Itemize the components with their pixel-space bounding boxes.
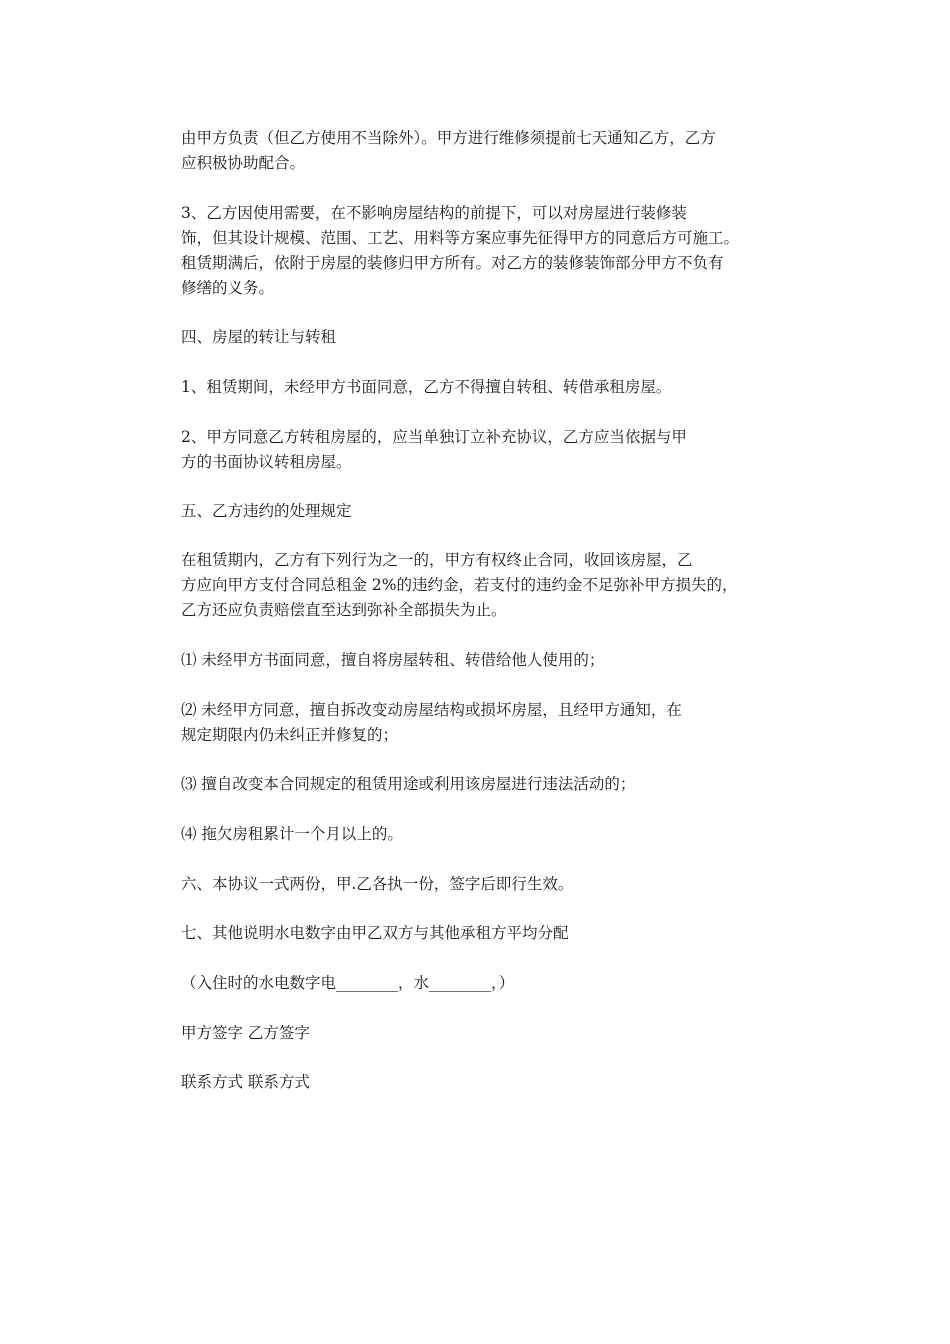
section-5-heading bbox=[181, 499, 781, 524]
text-line: 修缮的义务。 bbox=[181, 279, 275, 297]
signature-line bbox=[181, 1021, 781, 1046]
text-line: ⑴ 未经甲方书面同意，擅自将房屋转租、转借给他人使用的； bbox=[181, 651, 605, 669]
paragraph-section-5-intro bbox=[181, 548, 781, 623]
list-item-2 bbox=[181, 698, 781, 748]
text-line: ⑶ 擅自改变本合同规定的租赁用途或利用该房屋进行违法活动的； bbox=[181, 775, 636, 793]
text-line: 五、乙方违约的处理规定 bbox=[181, 502, 352, 520]
text-line: 在租赁期内，乙方有下列行为之一的，甲方有权终止合同，收回该房屋，乙 bbox=[181, 551, 693, 569]
section-4-heading bbox=[181, 325, 781, 350]
text-line: 方应向甲方支付合同总租金 2%的违约金，若支付的违约金不足弥补甲方损失的， bbox=[181, 576, 738, 594]
text-line: ⑵ 未经甲方同意，擅自拆改变动房屋结构或损坏房屋，且经甲方通知，在 bbox=[181, 701, 682, 719]
paragraph-clause-4-2 bbox=[181, 425, 781, 475]
text-line: 应积极协助配合。 bbox=[181, 154, 306, 172]
text-line: 联系方式 联系方式 bbox=[181, 1073, 310, 1091]
text-line: 1、租赁期间，未经甲方书面同意，乙方不得擅自转租、转借承租房屋。 bbox=[181, 378, 672, 396]
text-line: 由甲方负责（但乙方使用不当除外）。甲方进行维修须提前七天通知乙方，乙方 bbox=[181, 129, 716, 147]
text-line: 四、房屋的转让与转租 bbox=[181, 328, 337, 346]
contact-line bbox=[181, 1070, 781, 1095]
paragraph-section-6 bbox=[181, 872, 781, 897]
text-line: 2、甲方同意乙方转租房屋的，应当单独订立补充协议，乙方应当依据与甲 bbox=[181, 428, 687, 446]
text-line: （入住时的水电数字电________，水________，） bbox=[181, 974, 515, 992]
text-line: 七、其他说明水电数字由甲乙双方与其他承租方平均分配 bbox=[181, 924, 569, 942]
paragraph-clause-4-1 bbox=[181, 375, 781, 400]
text-line: ⑷ 拖欠房租累计一个月以上的。 bbox=[181, 825, 403, 843]
paragraph-clause-3-3 bbox=[181, 201, 781, 301]
text-line: 方的书面协议转租房屋。 bbox=[181, 453, 352, 471]
text-line: 租赁期满后，依附于房屋的装修归甲方所有。对乙方的装修装饰部分甲方不负有 bbox=[181, 254, 724, 272]
text-line: 甲方签字 乙方签字 bbox=[181, 1024, 310, 1042]
text-line: 饰，但其设计规模、范围、工艺、用料等方案应事先征得甲方的同意后方可施工。 bbox=[181, 229, 740, 247]
list-item-1 bbox=[181, 648, 781, 673]
paragraph-meter-readings bbox=[181, 971, 781, 996]
text-line: 3、乙方因使用需要，在不影响房屋结构的前提下，可以对房屋进行装修装 bbox=[181, 204, 687, 222]
list-item-4 bbox=[181, 822, 781, 847]
text-line: 乙方还应负责赔偿直至达到弥补全部损失为止。 bbox=[181, 601, 507, 619]
list-item-3 bbox=[181, 772, 781, 797]
text-line: 六、本协议一式两份，甲.乙各执一份，签字后即行生效。 bbox=[181, 875, 574, 893]
text-line: 规定期限内仍未纠正并修复的； bbox=[181, 726, 399, 744]
paragraph-section-7 bbox=[181, 921, 781, 946]
paragraph-repair-responsibility bbox=[181, 126, 781, 176]
